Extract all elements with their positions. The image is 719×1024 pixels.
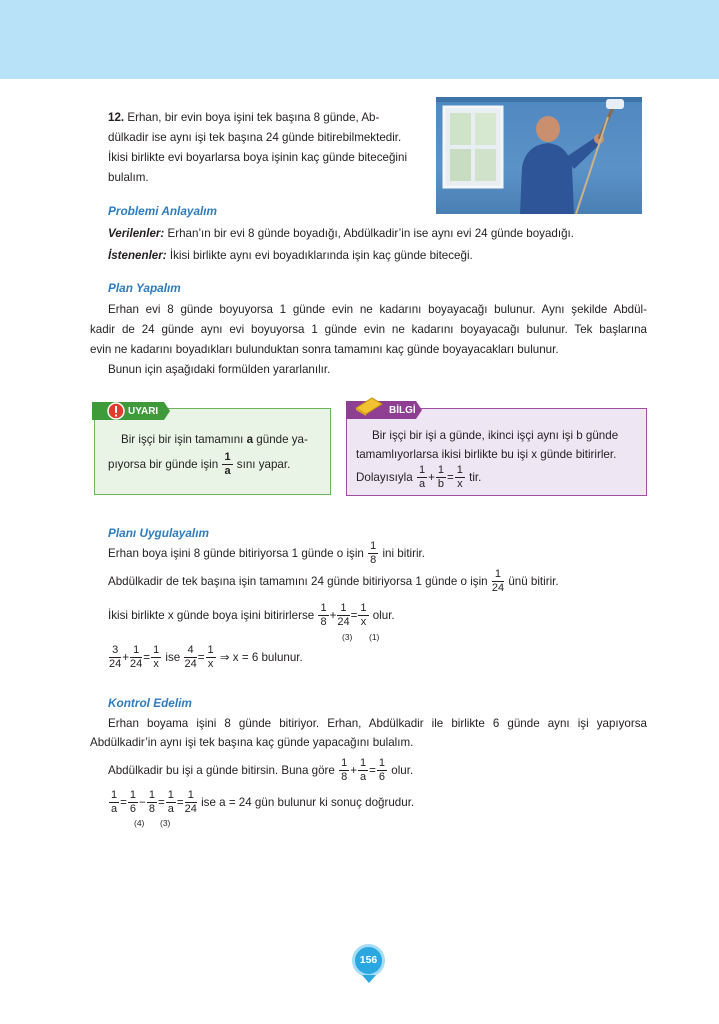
book-icon — [354, 394, 384, 416]
multiplier-4: (4) — [134, 818, 145, 828]
kontrol-line-1: Erhan boyama işini 8 günde bitiriyor. Erhan, Abdülkadir ile birlikte 6 günde aynı işi yapıyorsa — [108, 717, 647, 730]
uygula-line-1: Erhan boya işini 8 günde bitiriyorsa 1 günde o işin $\frac{1}{8}$ ini bitirir. — [108, 540, 425, 567]
problem-line-4: bulalım. — [108, 171, 149, 184]
uyari-fraction: $\frac{1}{a}$ — [224, 451, 231, 478]
painter-illustration — [436, 97, 642, 214]
uygula-heading: Planı Uygulayalım — [108, 526, 209, 540]
problem-line-3: İkisi birlikte evi boyarlarsa boya işinin kaç günde biteceğini — [108, 151, 408, 164]
uyari-tag-label: UYARI — [128, 406, 159, 417]
page-pointer-icon — [362, 975, 376, 984]
plan-heading: Plan Yapalım — [108, 281, 181, 295]
plan-line-3: evin ne kadarını boyadıkları bulunduktan sonra tamamını kaç günde boyayacakları bulunur. — [90, 343, 559, 356]
kontrol-heading: Kontrol Edelim — [108, 696, 192, 710]
plan-line-2: kadir de 24 günde aynı evi boyuyorsa 1 günde evin ne kadarını boyayacağı bulunur. Tek başlarına — [90, 323, 647, 336]
uyari-line-1: Bir işçi bir işin tamamını a günde ya- — [121, 433, 308, 446]
uygula-line-3: İkisi birlikte x günde boya işini bitirirlerse $\frac{1}{8}$ + $\frac{1}{24}$ = $\frac{1}{x}$ olur. — [108, 602, 395, 629]
bilgi-tag-label: BİLGİ — [389, 405, 416, 416]
verilenler-line: Verilenler: Erhan’ın bir evi 8 günde boyadığı, Abdülkadir’in ise aynı evi 24 günde boyadığı. — [108, 227, 574, 240]
problem-number: 12. — [108, 111, 125, 124]
multiplier-3b: (3) — [160, 818, 171, 828]
warning-icon — [107, 402, 125, 420]
uygula-line-2: Abdülkadir de tek başına işin tamamını 24 günde bitiriyorsa 1 günde o işin $\frac{1}{24}$ ünü bitirir. — [108, 568, 559, 595]
istenenler-line: İstenenler: İkisi birlikte aynı evi boyadıklarında işin kaç günde biteceği. — [108, 249, 473, 262]
uygula-line-4: $\frac{3}{24}$ + $\frac{1}{24}$ = $\frac{1}{x}$ ise $\frac{4}{24}$ = $\frac{1}{x}$ ⇒ x = 6 bulunur. — [109, 644, 303, 671]
kontrol-line-4: $\frac{1}{a}$ = $\frac{1}{6}$ − $\frac{1}{8}$ = $\frac{1}{a}$ = $\frac{1}{24}$ ise a = 24 gün bulunur ki sonuç doğrudur. — [111, 789, 415, 816]
uyari-line-2: pıyorsa bir günde işin $\frac{1}{a}$ sını yapar. — [108, 451, 291, 478]
problem-line-2: dülkadir ise aynı işi tek başına 24 günde bitirebilmektedir. — [108, 131, 402, 144]
multiplier-3: (3) — [342, 632, 353, 642]
bilgi-line-1: Bir işçi bir işi a günde, ikinci işçi aynı işi b günde — [372, 429, 619, 442]
kontrol-line-3: Abdülkadir bu işi a günde bitirsin. Buna göre $\frac{1}{8}$ + $\frac{1}{a}$ = $\frac{1}{6}$ olur. — [108, 757, 414, 784]
bilgi-line-2: tamamlıyorlarsa ikisi birlikte bu işi x günde bitirirler. — [356, 448, 617, 461]
kontrol-line-2: Abdülkadir’in aynı işi tek başına kaç günde yapacağını bulalım. — [90, 736, 414, 749]
anlama-heading: Problemi Anlayalım — [108, 204, 218, 218]
page-number: 156 — [352, 944, 385, 977]
plan-line-4: Bunun için aşağıdaki formülden yararlanılır. — [108, 363, 331, 376]
problem-line-1: 12. Erhan, bir evin boya işini tek başına 8 günde, Ab- — [108, 111, 380, 124]
multiplier-1: (1) — [369, 632, 380, 642]
header-band — [0, 0, 719, 79]
bilgi-line-3: Dolayısıyla $\frac{1}{a}$ + $\frac{1}{b}$ = $\frac{1}{x}$ tir. — [356, 464, 482, 491]
painter-photo — [436, 97, 642, 214]
plan-line-1: Erhan evi 8 günde boyuyorsa 1 günde evin ne kadarını boyayacağı bulunur. Aynı şekilde Abdül- — [108, 303, 647, 316]
